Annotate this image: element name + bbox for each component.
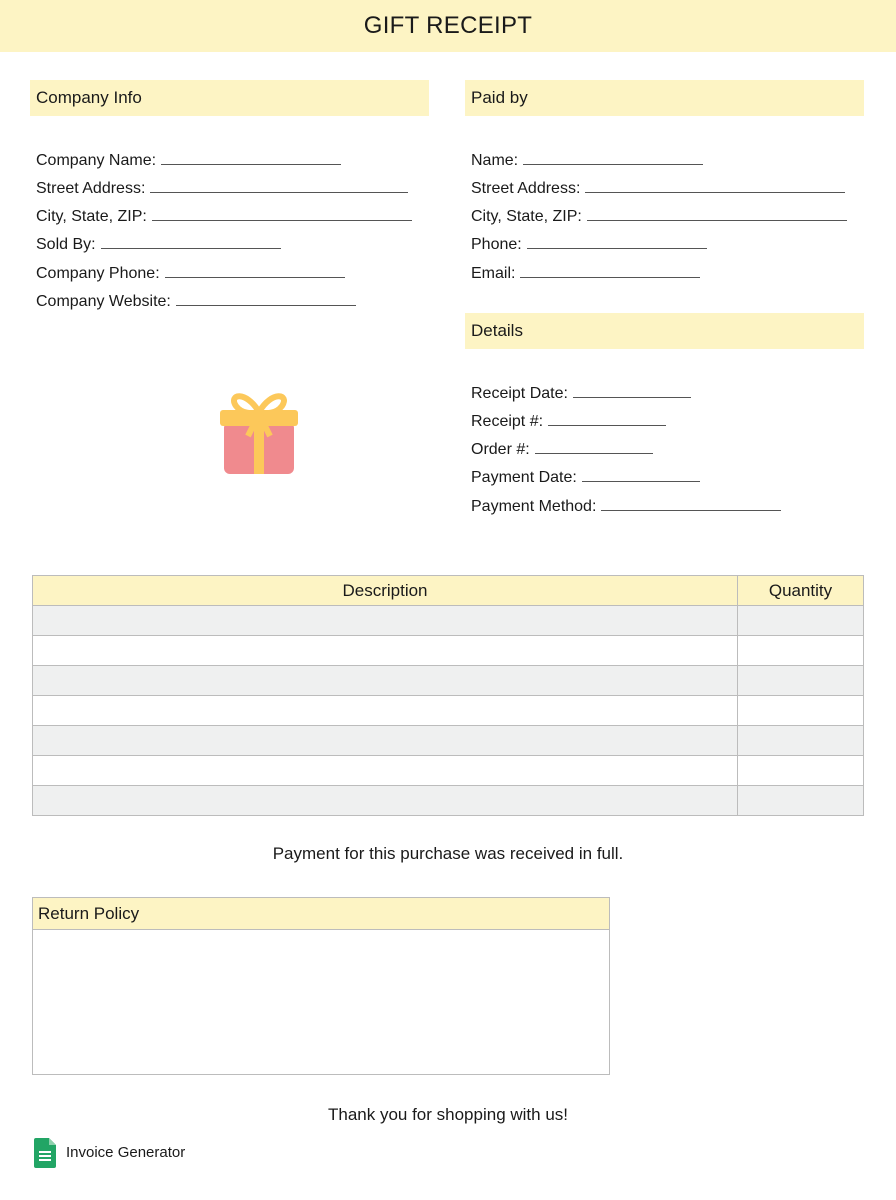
field-label: Company Website: xyxy=(36,293,171,310)
fill-line[interactable] xyxy=(152,204,412,221)
return-policy-body[interactable] xyxy=(33,930,609,1076)
sold-by-field xyxy=(36,232,281,255)
quantity-cell[interactable] xyxy=(738,786,864,816)
payer-email-field xyxy=(471,261,700,284)
field-label: Street Address: xyxy=(471,180,581,197)
fill-line[interactable] xyxy=(573,381,691,398)
gift-box-icon xyxy=(216,384,302,478)
quantity-cell[interactable] xyxy=(738,726,864,756)
field-label: Payment Date: xyxy=(471,469,577,486)
payer-phone-field xyxy=(471,232,707,255)
fill-line[interactable] xyxy=(587,204,847,221)
fill-line[interactable] xyxy=(101,232,281,249)
fill-line[interactable] xyxy=(582,465,700,482)
company-phone-field xyxy=(36,261,345,284)
page-title: GIFT RECEIPT xyxy=(0,0,896,52)
fill-line[interactable] xyxy=(161,148,341,165)
field-label: City, State, ZIP: xyxy=(471,208,582,225)
items-table xyxy=(32,575,864,816)
table-row xyxy=(33,606,864,636)
description-cell[interactable] xyxy=(33,786,738,816)
field-label: Order #: xyxy=(471,441,530,458)
fill-line[interactable] xyxy=(535,437,653,454)
field-label: Receipt Date: xyxy=(471,385,568,402)
description-cell[interactable] xyxy=(33,636,738,666)
payment-date-field xyxy=(471,465,700,488)
fill-line[interactable] xyxy=(601,494,781,511)
payer-street-field xyxy=(471,176,845,199)
company-info-header: Company Info xyxy=(30,80,429,116)
description-cell[interactable] xyxy=(33,756,738,786)
thank-you-note: Thank you for shopping with us! xyxy=(327,1105,569,1124)
field-label: Sold By: xyxy=(36,236,96,253)
return-policy-box xyxy=(32,897,610,1075)
quantity-cell[interactable] xyxy=(738,606,864,636)
order-number-field xyxy=(471,437,653,460)
payer-city-field xyxy=(471,204,847,227)
fill-line[interactable] xyxy=(527,232,707,249)
sheets-doc-icon xyxy=(34,1138,56,1168)
field-label: Phone: xyxy=(471,236,522,253)
description-cell[interactable] xyxy=(33,666,738,696)
company-name-field xyxy=(36,148,341,171)
field-label: Name: xyxy=(471,152,519,169)
payment-method-field xyxy=(471,494,781,517)
fill-line[interactable] xyxy=(548,409,666,426)
field-label: Company Name: xyxy=(36,152,157,169)
table-row xyxy=(33,726,864,756)
field-label: Payment Method: xyxy=(471,498,597,515)
fill-line[interactable] xyxy=(520,261,700,278)
payment-received-note: Payment for this purchase was received in full. xyxy=(272,844,624,863)
quantity-cell[interactable] xyxy=(738,666,864,696)
field-label: Email: xyxy=(471,265,516,282)
table-row xyxy=(33,756,864,786)
field-label: City, State, ZIP: xyxy=(36,208,147,225)
field-label: Receipt #: xyxy=(471,413,544,430)
table-row xyxy=(33,636,864,666)
paid-by-header: Paid by xyxy=(465,80,864,116)
fill-line[interactable] xyxy=(523,148,703,165)
company-city-field xyxy=(36,204,412,227)
fill-line[interactable] xyxy=(165,261,345,278)
fill-line[interactable] xyxy=(176,289,356,306)
quantity-cell[interactable] xyxy=(738,756,864,786)
table-row xyxy=(33,696,864,726)
payer-name-field xyxy=(471,148,703,171)
details-header: Details xyxy=(465,313,864,349)
description-cell[interactable] xyxy=(33,696,738,726)
field-label: Street Address: xyxy=(36,180,146,197)
field-label: Company Phone: xyxy=(36,265,160,282)
return-policy-header: Return Policy xyxy=(33,898,609,930)
fill-line[interactable] xyxy=(150,176,408,193)
quantity-header: Quantity xyxy=(738,576,864,606)
company-website-field xyxy=(36,289,356,312)
company-street-field xyxy=(36,176,408,199)
receipt-date-field xyxy=(471,381,691,404)
receipt-number-field xyxy=(471,409,666,432)
brand-label: Invoice Generator xyxy=(66,1144,186,1161)
quantity-cell[interactable] xyxy=(738,696,864,726)
description-cell[interactable] xyxy=(33,606,738,636)
description-header: Description xyxy=(33,576,738,606)
fill-line[interactable] xyxy=(585,176,845,193)
quantity-cell[interactable] xyxy=(738,636,864,666)
table-row xyxy=(33,666,864,696)
description-cell[interactable] xyxy=(33,726,738,756)
table-row xyxy=(33,786,864,816)
